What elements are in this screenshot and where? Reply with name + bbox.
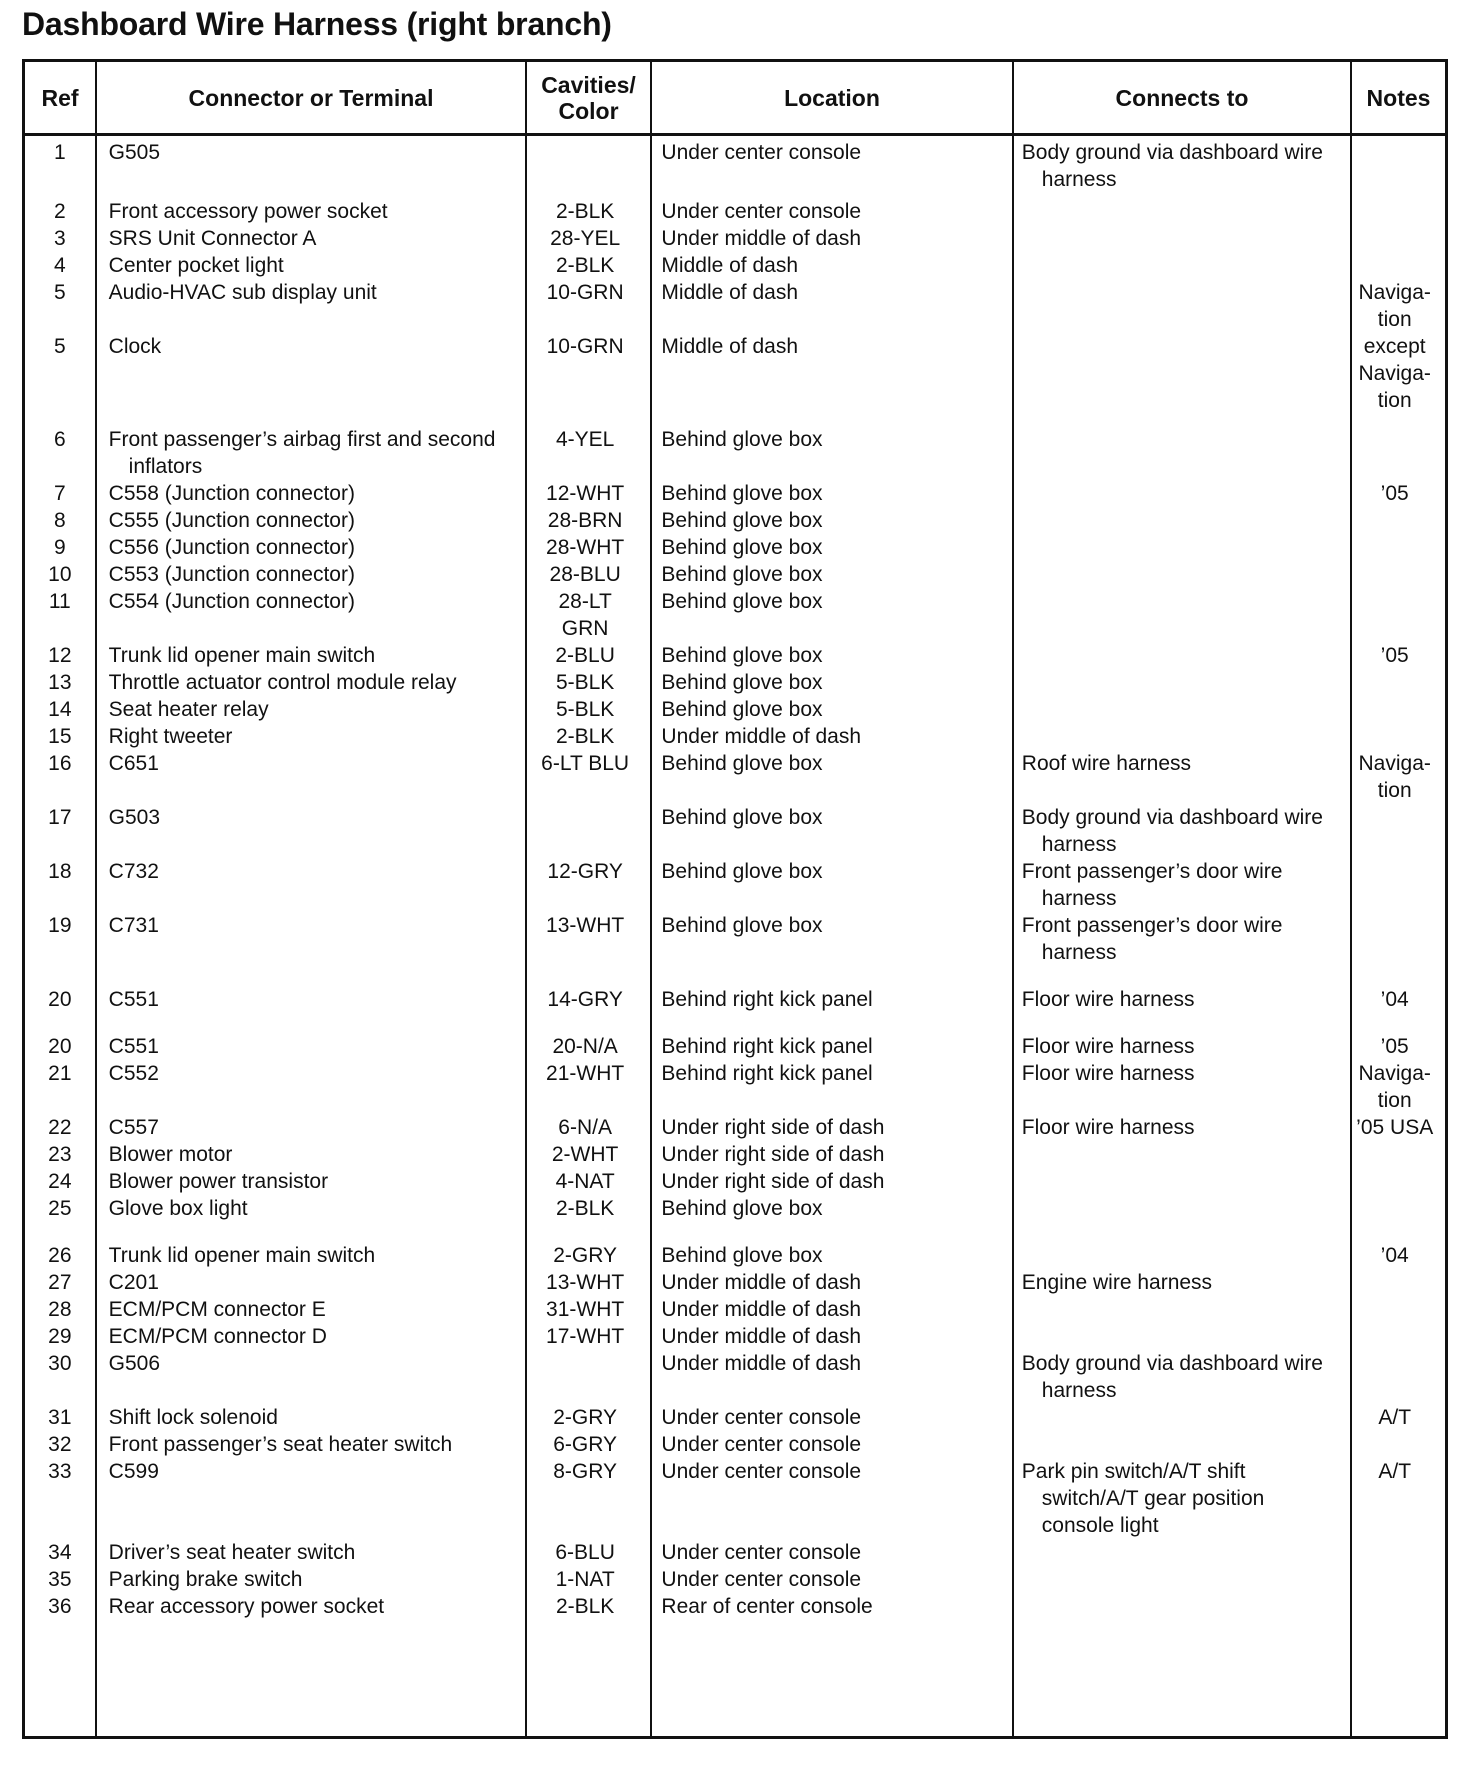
table-row (25, 426, 1445, 480)
cell-connects-to: Body ground via dashboard wire harness (1021, 806, 1323, 856)
cell-connector: Throttle actuator control module relay (108, 671, 457, 694)
table-row (25, 912, 1445, 986)
cell-cavities: 28-LT GRN (558, 590, 612, 640)
cell-ref: 5 (53, 335, 66, 358)
table-row (25, 986, 1445, 1033)
table-row (25, 1195, 1445, 1242)
cell-connector: C556 (Junction connector) (108, 536, 355, 559)
cell-location: Behind glove box (661, 428, 823, 451)
page-title: Dashboard Wire Harness (right branch) (22, 6, 612, 42)
table-row (25, 1114, 1445, 1141)
cell-cavities: 4-YEL (555, 428, 615, 451)
cell-connector: Parking brake switch (108, 1568, 303, 1591)
cell-connector: Center pocket light (108, 254, 284, 277)
cell-notes (1344, 252, 1445, 279)
cell-ref: 22 (48, 1116, 72, 1139)
header-connects-to: Connects to (1115, 84, 1249, 111)
cell-ref: 27 (48, 1271, 72, 1294)
cell-connects-to (1008, 561, 1345, 588)
table-row (25, 139, 1445, 198)
cell-location: Under middle of dash (661, 1271, 862, 1294)
cell-notes: ’04 (1380, 988, 1409, 1011)
cell-connects-to (1008, 534, 1345, 561)
cell-location: Under middle of dash (661, 1325, 862, 1348)
cell-location: Under right side of dash (661, 1116, 885, 1139)
cell-connects-to (1008, 669, 1345, 696)
cell-cavities: 2-BLK (555, 254, 615, 277)
cell-location: Behind glove box (661, 482, 823, 505)
cell-ref: 4 (53, 254, 66, 277)
cell-ref: 25 (48, 1197, 72, 1220)
cell-connects-to (1008, 642, 1345, 669)
cell-cavities: 2-BLU (555, 644, 615, 667)
cell-cavities: 2-BLK (555, 1595, 615, 1618)
cell-connector: Glove box light (108, 1197, 248, 1220)
cell-location: Behind glove box (661, 590, 823, 613)
cell-location: Behind glove box (661, 914, 823, 937)
cell-connects-to: Body ground via dashboard wire harness (1021, 1352, 1323, 1402)
cell-location: Under center console (661, 1406, 862, 1429)
cell-connects-to (1008, 507, 1345, 534)
cell-notes: except Naviga-tion (1358, 335, 1431, 412)
cell-connects-to (1008, 198, 1345, 225)
cell-cavities: 6-BLU (555, 1541, 615, 1564)
table-row (25, 480, 1445, 507)
table-row (25, 1566, 1445, 1593)
cell-cavities: 31-WHT (546, 1298, 625, 1321)
cell-notes: Naviga-tion (1358, 281, 1431, 331)
cell-notes (1344, 1350, 1445, 1404)
cell-connector: Clock (108, 335, 162, 358)
table-row (25, 858, 1445, 912)
table-row (25, 1350, 1445, 1404)
cell-notes (1344, 1141, 1445, 1168)
cell-location: Under center console (661, 1541, 862, 1564)
cell-connector: Driver’s seat heater switch (108, 1541, 356, 1564)
cell-notes (1344, 1431, 1445, 1458)
cell-connects-to: Floor wire harness (1021, 1062, 1195, 1085)
cell-cavities: 4-NAT (555, 1170, 615, 1193)
cell-notes (1344, 507, 1445, 534)
cell-notes (1344, 1296, 1445, 1323)
cell-notes: Naviga-tion (1358, 752, 1431, 802)
cell-connector: Blower motor (108, 1143, 233, 1166)
header-location: Location (784, 84, 880, 111)
cell-location: Behind glove box (661, 536, 823, 559)
cell-ref: 35 (48, 1568, 72, 1591)
table-row (25, 696, 1445, 723)
cell-connector: G503 (108, 806, 161, 829)
cell-notes (1344, 669, 1445, 696)
cell-notes: ’05 USA (1356, 1116, 1434, 1139)
cell-ref: 34 (48, 1541, 72, 1564)
cell-connects-to (1008, 426, 1345, 480)
cell-connects-to: Park pin switch/A/T shift switch/A/T gear position console light (1021, 1460, 1265, 1537)
cell-connector: SRS Unit Connector A (108, 227, 317, 250)
cell-location: Under middle of dash (661, 1298, 862, 1321)
cell-ref: 29 (48, 1325, 72, 1348)
cell-connects-to (1008, 252, 1345, 279)
cell-notes (1344, 588, 1445, 642)
cell-connector: C553 (Junction connector) (108, 563, 355, 586)
cell-connects-to (1008, 1168, 1345, 1195)
cell-connects-to (1008, 1195, 1345, 1222)
cell-notes: A/T (1378, 1460, 1412, 1483)
cell-ref: 11 (48, 590, 71, 613)
cell-connects-to (1008, 1141, 1345, 1168)
cell-connector: ECM/PCM connector E (108, 1298, 326, 1321)
cell-location: Under center console (661, 1568, 862, 1591)
cell-notes: ’05 (1380, 644, 1409, 667)
harness-table (22, 59, 1448, 1739)
cell-connects-to (1008, 1296, 1345, 1323)
cell-connector: Front passenger’s airbag first and second inflators (108, 428, 496, 478)
cell-location: Behind glove box (661, 1197, 823, 1220)
cell-ref: 18 (48, 860, 72, 883)
cell-ref: 14 (48, 698, 72, 721)
cell-location: Behind right kick panel (661, 1062, 873, 1085)
cell-notes (1344, 1168, 1445, 1195)
cell-notes (1344, 1539, 1445, 1566)
cell-connects-to: Front passenger’s door wire harness (1021, 860, 1283, 910)
table-row (25, 642, 1445, 669)
cell-connector: Front accessory power socket (108, 200, 388, 223)
cell-connects-to (1008, 1431, 1345, 1458)
cell-ref: 31 (48, 1406, 72, 1429)
cell-ref: 6 (53, 428, 66, 451)
cell-location: Under middle of dash (661, 227, 862, 250)
cell-cavities: 12-WHT (546, 482, 625, 505)
table-row (25, 669, 1445, 696)
cell-connector: Shift lock solenoid (108, 1406, 278, 1429)
cell-cavities: 6-LT BLU (541, 752, 630, 775)
cell-location: Behind right kick panel (661, 1035, 873, 1058)
cell-cavities: 2-WHT (551, 1143, 619, 1166)
header-connector: Connector or Terminal (188, 84, 434, 111)
cell-connector: Audio-HVAC sub display unit (108, 281, 377, 304)
cell-location: Behind glove box (661, 563, 823, 586)
cell-cavities: 28-YEL (550, 227, 621, 250)
table-row (25, 1431, 1445, 1458)
cell-notes (1344, 1195, 1445, 1222)
cell-cavities: 17-WHT (546, 1325, 625, 1348)
cell-cavities (523, 804, 648, 858)
cell-ref: 24 (48, 1170, 72, 1193)
header-cavities-line1: Cavities/ (541, 71, 636, 98)
table-row (25, 198, 1445, 225)
cell-connects-to (1008, 1593, 1345, 1620)
table-row (25, 561, 1445, 588)
table-row (25, 1323, 1445, 1350)
cell-connector: C557 (108, 1116, 159, 1139)
cell-location: Behind glove box (661, 1244, 823, 1267)
cell-notes (1344, 1323, 1445, 1350)
cell-ref: 5 (53, 281, 66, 304)
cell-connector: C651 (108, 752, 159, 775)
cell-connects-to (1008, 1242, 1345, 1269)
cell-cavities: 28-BLU (549, 563, 621, 586)
table-row (25, 1141, 1445, 1168)
cell-connects-to: Floor wire harness (1021, 988, 1195, 1011)
cell-connector: Trunk lid opener main switch (108, 644, 376, 667)
cell-cavities: 21-WHT (546, 1062, 625, 1085)
cell-connector: C599 (108, 1460, 159, 1483)
cell-connector: Rear accessory power socket (108, 1595, 385, 1618)
cell-cavities: 2-BLK (555, 1197, 615, 1220)
cell-location: Rear of center console (661, 1595, 873, 1618)
cell-connects-to (1008, 279, 1345, 333)
cell-ref: 36 (48, 1595, 72, 1618)
cell-location: Behind glove box (661, 644, 823, 667)
cell-location: Behind glove box (661, 509, 823, 532)
cell-notes (1344, 912, 1445, 966)
cell-cavities: 5-BLK (555, 671, 615, 694)
cell-connector: C552 (108, 1062, 159, 1085)
cell-notes (1344, 804, 1445, 858)
cell-connector: ECM/PCM connector D (108, 1325, 327, 1348)
table-row (25, 1593, 1445, 1620)
cell-notes (1344, 696, 1445, 723)
cell-location: Under right side of dash (661, 1143, 885, 1166)
cell-connects-to (1008, 1539, 1345, 1566)
cell-cavities: 13-WHT (546, 914, 625, 937)
cell-notes (1344, 1593, 1445, 1620)
cell-connector: C201 (108, 1271, 159, 1294)
cell-notes (1344, 858, 1445, 912)
table-body (25, 139, 1445, 1620)
cell-notes (1344, 534, 1445, 561)
cell-connector: Right tweeter (108, 725, 233, 748)
cell-cavities: 20-N/A (552, 1035, 618, 1058)
cell-connector: G505 (108, 141, 161, 164)
cell-connects-to (1008, 696, 1345, 723)
header-notes: Notes (1366, 84, 1431, 111)
cell-notes: Naviga-tion (1358, 1062, 1431, 1112)
cell-ref: 9 (53, 536, 66, 559)
cell-notes (1344, 198, 1445, 225)
cell-notes: ’05 (1380, 482, 1409, 505)
cell-cavities: 1-NAT (555, 1568, 615, 1591)
cell-connector: C555 (Junction connector) (108, 509, 355, 532)
header-cavities-line2: Color (558, 97, 619, 124)
cell-cavities: 6-GRY (553, 1433, 618, 1456)
cell-connector: C731 (108, 914, 159, 937)
cell-connects-to (1008, 588, 1345, 642)
cell-cavities: 2-GRY (553, 1406, 618, 1429)
cell-ref: 21 (48, 1062, 72, 1085)
cell-cavities: 13-WHT (546, 1271, 625, 1294)
cell-location: Under center console (661, 1433, 862, 1456)
cell-ref: 26 (48, 1244, 72, 1267)
cell-notes (1344, 723, 1445, 750)
cell-cavities: 10-GRN (546, 281, 624, 304)
cell-cavities: 28-WHT (546, 536, 625, 559)
cell-connector: C551 (108, 1035, 159, 1058)
cell-cavities: 2-BLK (555, 725, 615, 748)
table-row (25, 1033, 1445, 1060)
cell-ref: 15 (48, 725, 72, 748)
cell-ref: 3 (53, 227, 66, 250)
cell-connects-to (1008, 723, 1345, 750)
cell-notes: ’04 (1380, 1244, 1409, 1267)
table-row (25, 534, 1445, 561)
cell-connector: Seat heater relay (108, 698, 269, 721)
cell-location: Under center console (661, 141, 862, 164)
cell-location: Behind glove box (661, 698, 823, 721)
table-row (25, 1458, 1445, 1539)
cell-notes (1344, 225, 1445, 252)
cell-notes (1344, 561, 1445, 588)
cell-connects-to: Roof wire harness (1021, 752, 1192, 775)
cell-connects-to: Front passenger’s door wire harness (1021, 914, 1283, 964)
cell-notes (1344, 1566, 1445, 1593)
table-row (25, 1296, 1445, 1323)
cell-connector: Front passenger’s seat heater switch (108, 1433, 453, 1456)
cell-connector: C558 (Junction connector) (108, 482, 355, 505)
cell-connects-to (1008, 1323, 1345, 1350)
cell-cavities: 8-GRY (553, 1460, 618, 1483)
cell-cavities: 2-BLK (555, 200, 615, 223)
cell-connects-to (1008, 480, 1345, 507)
table-row (25, 279, 1445, 333)
table-row (25, 333, 1445, 426)
cell-connector: C732 (108, 860, 159, 883)
cell-ref: 33 (48, 1460, 72, 1483)
cell-connects-to (1008, 333, 1345, 414)
table-row (25, 750, 1445, 804)
cell-connects-to: Floor wire harness (1021, 1035, 1195, 1058)
table-row (25, 723, 1445, 750)
cell-location: Middle of dash (661, 281, 799, 304)
cell-ref: 28 (48, 1298, 72, 1321)
table-row (25, 588, 1445, 642)
cell-cavities: 14-GRY (547, 988, 623, 1011)
cell-connector: Trunk lid opener main switch (108, 1244, 376, 1267)
cell-ref: 7 (53, 482, 66, 505)
cell-connects-to: Floor wire harness (1021, 1116, 1195, 1139)
cell-notes: A/T (1378, 1406, 1412, 1429)
cell-connector: Blower power transistor (108, 1170, 329, 1193)
cell-cavities: 28-BRN (547, 509, 623, 532)
cell-ref: 2 (53, 200, 66, 223)
header-rule (25, 133, 1445, 136)
cell-location: Behind right kick panel (661, 988, 873, 1011)
cell-location: Under middle of dash (661, 725, 862, 748)
cell-connects-to (1008, 1566, 1345, 1593)
cell-location: Behind glove box (661, 806, 823, 829)
cell-notes (1344, 1269, 1445, 1296)
cell-location: Middle of dash (661, 335, 799, 358)
cell-cavities (523, 139, 648, 193)
cell-ref: 32 (48, 1433, 72, 1456)
cell-location: Behind glove box (661, 860, 823, 883)
cell-cavities: 5-BLK (555, 698, 615, 721)
cell-ref: 20 (48, 988, 72, 1011)
cell-connects-to: Body ground via dashboard wire harness (1021, 141, 1323, 191)
cell-cavities: 12-GRY (547, 860, 623, 883)
cell-ref: 20 (48, 1035, 72, 1058)
table-row (25, 252, 1445, 279)
cell-cavities (523, 1350, 648, 1404)
cell-connector: C554 (Junction connector) (108, 590, 355, 613)
cell-location: Under center console (661, 1460, 862, 1483)
header-cavities (527, 62, 650, 133)
cell-connector: G506 (108, 1352, 161, 1375)
cell-notes (1344, 139, 1445, 193)
cell-cavities: 2-GRY (553, 1244, 618, 1267)
cell-cavities: 6-N/A (558, 1116, 612, 1139)
cell-connects-to: Engine wire harness (1021, 1271, 1213, 1294)
cell-location: Middle of dash (661, 254, 799, 277)
cell-ref: 12 (48, 644, 72, 667)
cell-ref: 17 (48, 806, 72, 829)
cell-connector: C551 (108, 988, 159, 1011)
table-row (25, 1242, 1445, 1269)
table-row (25, 507, 1445, 534)
cell-location: Behind glove box (661, 671, 823, 694)
table-row (25, 1539, 1445, 1566)
cell-notes: ’05 (1380, 1035, 1409, 1058)
table-row (25, 1168, 1445, 1195)
table-row (25, 804, 1445, 858)
cell-ref: 30 (48, 1352, 72, 1375)
cell-location: Under center console (661, 200, 862, 223)
cell-connects-to (1008, 1404, 1345, 1431)
cell-ref: 13 (48, 671, 72, 694)
cell-location: Behind glove box (661, 752, 823, 775)
table-row (25, 1060, 1445, 1114)
cell-notes (1344, 426, 1445, 480)
cell-ref: 19 (48, 914, 72, 937)
cell-ref: 16 (48, 752, 72, 775)
cell-cavities: 10-GRN (546, 335, 624, 358)
cell-location: Under middle of dash (661, 1352, 862, 1375)
cell-connects-to (1008, 225, 1345, 252)
cell-ref: 10 (48, 563, 72, 586)
table-row (25, 225, 1445, 252)
table-row (25, 1404, 1445, 1431)
cell-ref: 1 (53, 141, 66, 164)
header-ref: Ref (41, 84, 79, 111)
cell-ref: 23 (48, 1143, 72, 1166)
cell-location: Under right side of dash (661, 1170, 885, 1193)
table-row (25, 1269, 1445, 1296)
cell-ref: 8 (53, 509, 66, 532)
